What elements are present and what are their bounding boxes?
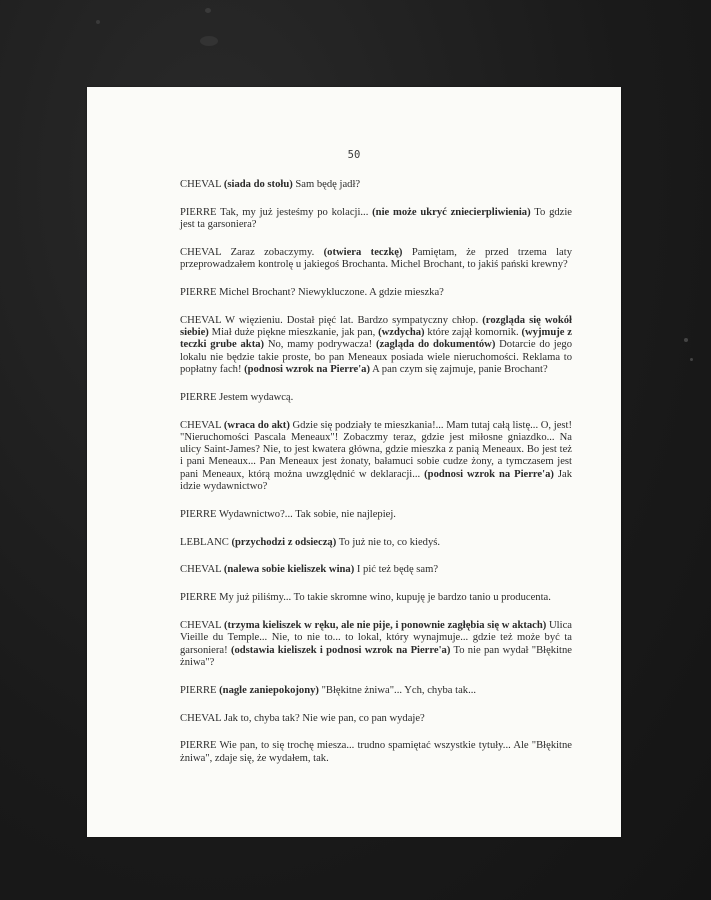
dialogue-text: I pić też będę sam?: [354, 564, 439, 576]
dialogue-text: No, mamy podrywacza!: [264, 339, 376, 351]
dialogue-text: CHEVAL: [180, 620, 224, 632]
dialogue-text: Pamiętam, że przed trzema laty przeprowadzałem kontrolę u jakiegoś Brochanta. Michel Brochant, to jakiś pański krewny?: [180, 246, 573, 271]
dialogue-paragraph: [180, 620, 572, 669]
dialogue-paragraph: [180, 713, 572, 725]
dialogue-text: które zajął komornik.: [424, 327, 522, 339]
stage-direction: (zagląda do dokumentów): [375, 339, 496, 351]
stage-direction: (otwiera teczkę): [323, 246, 403, 258]
dialogue-paragraph: [180, 537, 572, 549]
dialogue-text: To nie pan wydał "Błękitne żniwa"?: [180, 644, 572, 668]
dialogue-text: PIERRE My już piliśmy... To takie skromne wino, kupuję je bardzo tanio u producenta.: [180, 592, 551, 604]
dialogue-text: Gdzie się podziały te mieszkania!... Mam tutaj całą listę... O, jest! "Nieruchomości Pascala Meneaux"! Zobaczmy teraz, gdzie jest miłosne gniazdko... Na ulicy Saint-James? Nie, to jest kwatera główna, gdzie mieszka z panią Meneaux. Bo jest też i pani Meneaux... Pan Meneaux jest żonaty, bałamuci sobie cudze żony, a tymczasem jest pani Meneaux, którą można uwzględnić w deklaracji...: [180, 419, 572, 480]
stage-direction: (podnosi wzrok na Pierre'a): [424, 468, 554, 480]
dialogue-paragraph: [180, 685, 572, 697]
dialogue-paragraph: [180, 247, 572, 272]
dialogue-paragraph: [180, 287, 572, 299]
dialogue-paragraph: [180, 740, 572, 765]
dialogue-text: LEBLANC: [180, 536, 232, 548]
stage-direction: (nalewa sobie kieliszek wina): [223, 564, 355, 576]
dialogue-text: Sam będę jadł?: [292, 179, 361, 190]
dialogue-paragraph: [180, 420, 572, 494]
stage-direction: (rozgląda się wokół siebie): [180, 314, 572, 339]
dialogue-text: Jak idzie wydawnictwo?: [180, 468, 572, 493]
dust-speck: [205, 8, 211, 13]
dialogue-text: CHEVAL W więzieniu. Dostał pięć lat. Bardzo sympatyczny chłop.: [180, 314, 483, 326]
dialogue-text: CHEVAL Jak to, chyba tak? Nie wie pan, co pan wydaje?: [180, 712, 425, 724]
stage-direction: (wraca do akt): [223, 419, 290, 431]
dialogue-text: PIERRE Jestem wydawcą.: [180, 391, 294, 403]
dialogue-paragraph: [180, 179, 572, 191]
stage-direction: (nagle zaniepokojony): [219, 684, 319, 696]
dialogue-paragraph: [180, 509, 572, 521]
dialogue-text: CHEVAL: [180, 419, 224, 431]
stage-direction: (nie może ukryć zniecierpliwienia): [372, 206, 531, 218]
script-text: [180, 179, 572, 780]
dialogue-text: Miał duże piękne mieszkanie, jak pan,: [208, 327, 379, 339]
stage-direction: (wzdycha): [378, 327, 425, 339]
stage-direction: (trzyma kieliszek w ręku, ale nie pije, i ponownie zagłębia się w aktach): [223, 620, 547, 632]
dialogue-text: PIERRE Tak, my już jesteśmy po kolacji...: [180, 206, 373, 218]
dust-speck: [690, 358, 693, 361]
dust-speck: [200, 36, 218, 46]
dust-speck: [684, 338, 688, 342]
dialogue-paragraph: [180, 207, 572, 232]
dialogue-text: Dotarcie do jego lokalu nie będzie takie proste, bo pan Meneaux posiada wiele nieruchomości. Reklama to popłatny fach!: [180, 339, 573, 375]
dialogue-paragraph: [180, 592, 572, 604]
dialogue-text: PIERRE Wie pan, to się trochę miesza... trudno spamiętać wszystkie tytuły... Ale "Błękitne żniwa", zdaje się, że wydałem, tak.: [180, 740, 572, 764]
dialogue-text: CHEVAL: [180, 564, 224, 576]
stage-direction: (siada do stołu): [223, 179, 293, 190]
dialogue-text: To gdzie jest ta garsoniera?: [180, 206, 573, 231]
dialogue-text: PIERRE Michel Brochant? Niewykluczone. A gdzie mieszka?: [180, 286, 444, 298]
dialogue-text: PIERRE Wydawnictwo?... Tak sobie, nie najlepiej.: [180, 508, 396, 520]
dialogue-paragraph: [180, 392, 572, 404]
dialogue-text: Ulica Vieille du Temple... Nie, to nie to... to lokal, który wynajmuje... gdzie też może być ta garsoniera!: [180, 620, 572, 656]
stage-direction: (wyjmuje z teczki grube akta): [180, 327, 572, 351]
dialogue-text: CHEVAL: [180, 179, 224, 190]
dialogue-paragraph: [180, 564, 572, 576]
dialogue-paragraph: [180, 315, 572, 376]
stage-direction: (odstawia kieliszek i podnosi wzrok na Pierre'a): [230, 644, 451, 656]
dialogue-text: A pan czym się zajmuje, panie Brochant?: [370, 363, 548, 375]
dialogue-text: PIERRE: [180, 684, 220, 696]
dialogue-text: "Błękitne żniwa"... Ych, chyba tak...: [318, 684, 477, 696]
stage-direction: (przychodzi z odsieczą): [231, 536, 337, 548]
dialogue-text: CHEVAL Zaraz zobaczymy.: [180, 246, 324, 258]
dust-speck: [96, 20, 100, 24]
dialogue-text: To już nie to, co kiedyś.: [336, 536, 441, 548]
page-number: 50: [347, 149, 361, 161]
stage-direction: (podnosi wzrok na Pierre'a): [244, 363, 370, 375]
document-page: [87, 87, 621, 837]
